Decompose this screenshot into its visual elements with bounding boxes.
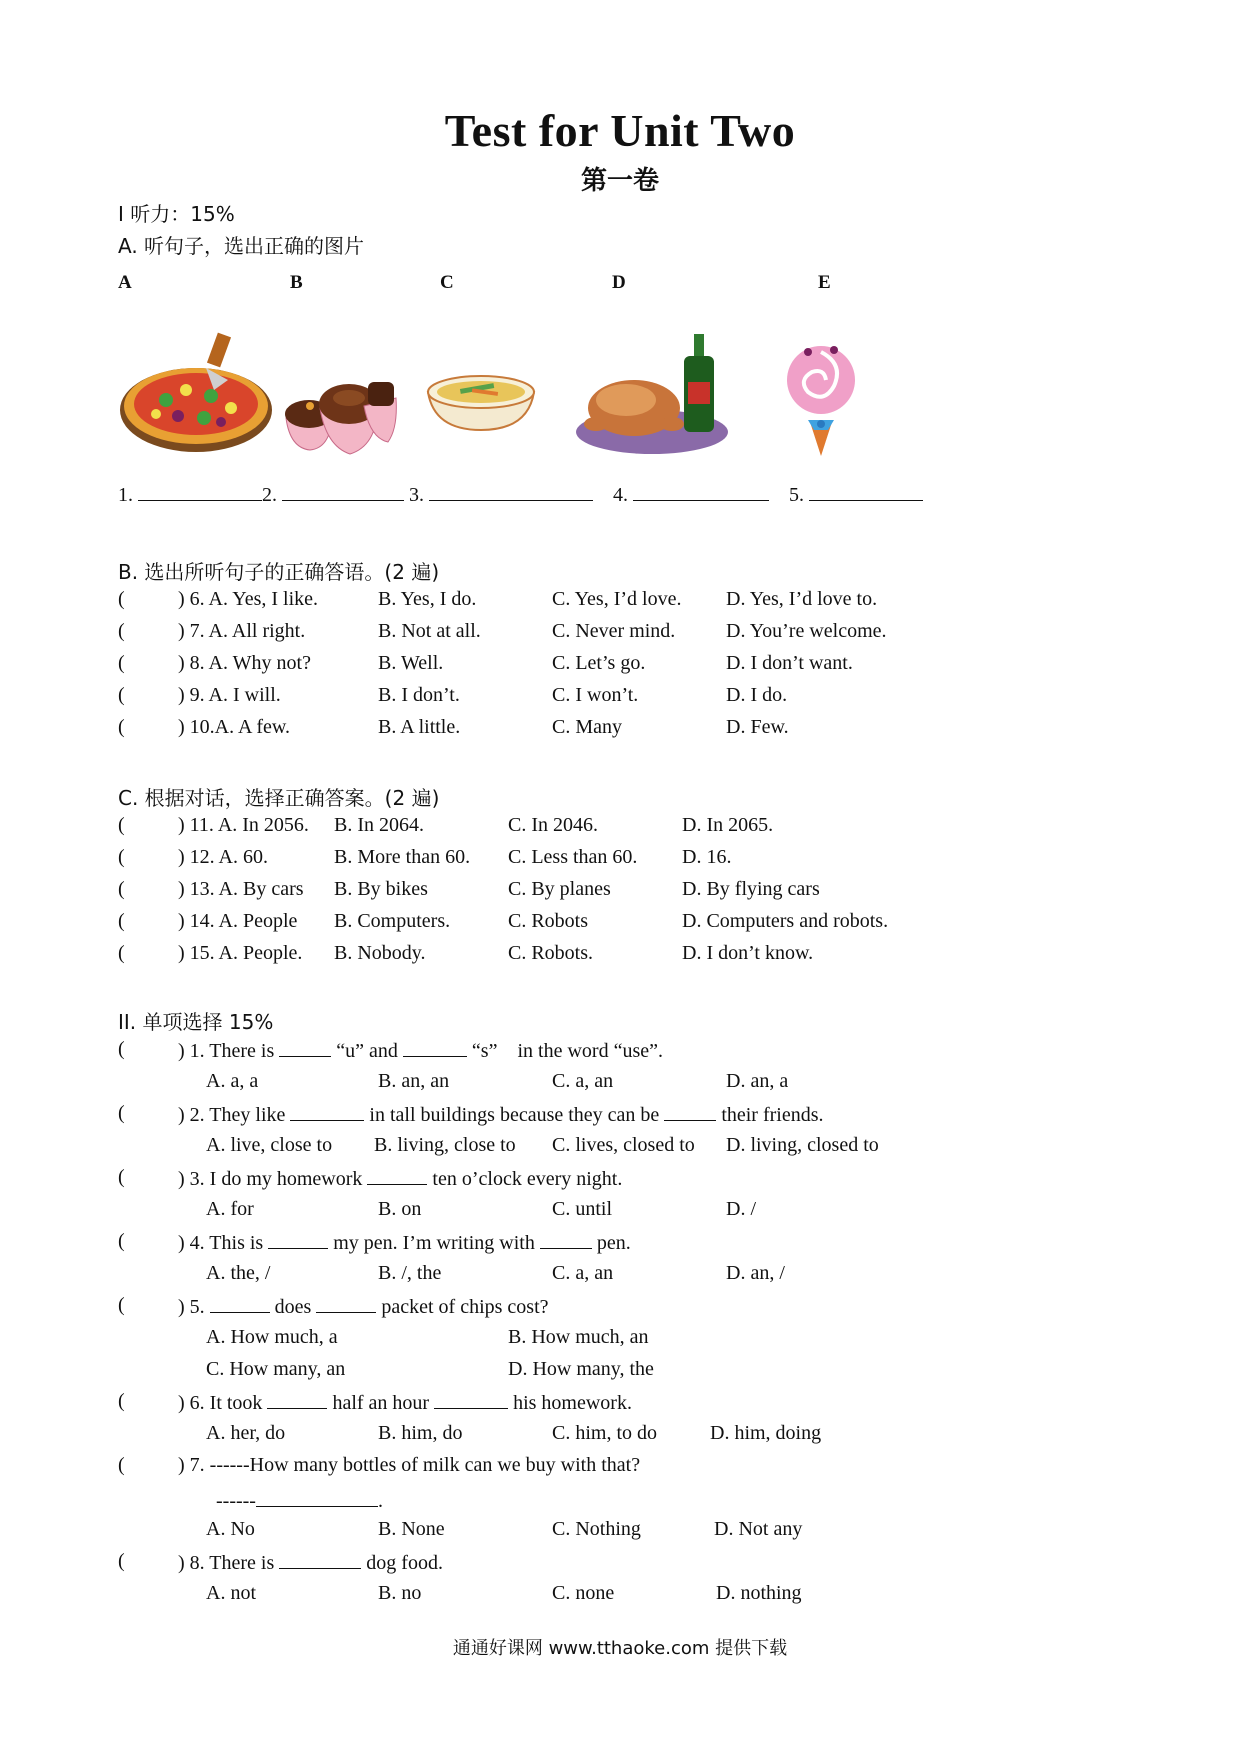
mc-option-c: C. lives, closed to [552,1134,695,1156]
mc-option-d: D. / [726,1198,756,1220]
question-option-d: D. Yes, I’d love to. [726,588,878,610]
soup-bowl-image [424,370,538,432]
question-text: their friends. [721,1104,824,1126]
answer-bracket[interactable]: ( [118,1230,125,1252]
question-text: does [274,1296,312,1318]
page-subtitle: 第一卷 [580,166,659,196]
question-option-b: B. Yes, I do. [378,588,477,610]
answer-2-blank[interactable] [282,482,404,501]
page-footer: 通通好课网 www.tthaoke.com 提供下载 [452,1638,788,1659]
answer-2-label: 2. [262,484,277,506]
picture-letter-e: E [818,272,831,293]
mc-option-c: C. him, to do [552,1422,658,1444]
answer-bracket[interactable]: ( [118,716,125,738]
question-option-a: ) 9. A. I will. [178,684,281,706]
question-text: “u” and [336,1040,398,1062]
question-option-a: ) 13. A. By cars [178,878,304,900]
question-text: . [377,1490,383,1512]
question-option-d: D. You’re welcome. [726,620,887,642]
question-text: in the word “use”. [517,1040,663,1062]
question-option-a: ) 14. A. People [178,910,298,932]
question-option-a: ) 10.A. A few. [178,716,291,738]
question-option-c: C. Less than 60. [508,846,638,868]
question-option-a: ) 7. A. All right. [178,620,306,642]
question-option-c: C. Let’s go. [552,652,646,674]
fill-blank[interactable] [279,1550,361,1569]
question-text: my pen. I’m writing with [333,1232,535,1254]
question-option-a: ) 12. A. 60. [178,846,268,868]
question-option-d: D. By flying cars [682,878,820,900]
answer-bracket[interactable]: ( [118,1166,125,1188]
question-option-d: D. Computers and robots. [682,910,889,932]
fill-blank[interactable] [434,1390,508,1409]
fill-blank[interactable] [290,1102,364,1121]
question-option-b: B. I don’t. [378,684,460,706]
question-text: ) 8. There is [178,1552,275,1574]
question-text: ) 1. There is [178,1040,275,1062]
picture-letter-b: B [290,272,303,293]
sectionC-heading: C. 根据对话，选择正确答案。(2 遍) [118,786,440,810]
question-option-c: C. Many [552,716,622,738]
chocolates-image [280,368,400,458]
mc-option-b: B. on [378,1198,422,1220]
question-option-a: ) 11. A. In 2056. [178,814,309,836]
question-option-b: B. A little. [378,716,461,738]
mc-option-c: C. a, an [552,1262,614,1284]
sectionA-answer-line [118,482,923,507]
mc-option-b: B. How much, an [508,1326,649,1348]
answer-bracket[interactable]: ( [118,910,125,932]
question-option-b: B. Nobody. [334,942,426,964]
answer-4-blank[interactable] [633,482,769,501]
answer-1-label: 1. [118,484,133,506]
answer-bracket[interactable]: ( [118,1454,125,1476]
answer-3-label: 3. [409,484,424,506]
answer-bracket[interactable]: ( [118,1102,125,1124]
question-text: in tall buildings because they can be [369,1104,660,1126]
answer-bracket[interactable]: ( [118,620,125,642]
mc-option-b: B. None [378,1518,445,1540]
question-option-b: B. More than 60. [334,846,471,868]
answer-4-label: 4. [613,484,628,506]
question-option-d: D. In 2065. [682,814,774,836]
picture-letter-d: D [612,272,626,293]
mc-option-a: A. the, / [206,1262,271,1284]
answer-bracket[interactable]: ( [118,846,125,868]
mc-option-b: B. an, an [378,1070,450,1092]
answer-bracket[interactable]: ( [118,1550,125,1572]
sectionB-heading: B. 选出所听句子的正确答语。(2 遍) [118,560,440,584]
question-option-c: C. By planes [508,878,611,900]
picture-letter-c: C [440,272,454,293]
mc-option-d: D. Not any [714,1518,803,1540]
question-text: ) 4. This is [178,1232,264,1254]
mc-question-8 [178,1550,443,1575]
question-text: ) 5. [178,1296,205,1318]
mc-option-a: A. live, close to [206,1134,333,1156]
answer-1-blank[interactable] [138,482,262,501]
question-option-b: B. Well. [378,652,444,674]
question-text: his homework. [513,1392,632,1414]
answer-5-label: 5. [789,484,804,506]
mc-option-a: A. for [206,1198,254,1220]
mc-option-d: D. him, doing [710,1422,822,1444]
page-title: Test for Unit Two [444,105,796,156]
question-option-d: D. Few. [726,716,789,738]
question-text: ) 6. It took [178,1392,263,1414]
mc-option-b: B. living, close to [374,1134,516,1156]
mc-option-c: C. How many, an [206,1358,346,1380]
answer-bracket[interactable]: ( [118,814,125,836]
question-option-d: D. 16. [682,846,732,868]
mc-option-d: D. an, a [726,1070,789,1092]
picture-letter-a: A [118,272,132,293]
fill-blank[interactable] [316,1294,376,1313]
mc-question-7: ) 7. ------How many bottles of milk can we buy with that? [178,1454,641,1476]
answer-3-blank[interactable] [429,482,593,501]
fill-blank[interactable] [268,1230,328,1249]
question-option-c: C. I won’t. [552,684,639,706]
question-option-c: C. Yes, I’d love. [552,588,682,610]
pizza-image [116,330,276,460]
mc-question-3 [178,1166,622,1191]
part2-heading: II. 单项选择 15% [118,1010,274,1034]
answer-bracket[interactable]: ( [118,1038,125,1060]
answer-bracket[interactable]: ( [118,878,125,900]
question-option-a: ) 8. A. Why not? [178,652,311,674]
question-text: ) 3. I do my homework [178,1168,363,1190]
mc-question-6 [178,1390,632,1415]
question-option-d: D. I do. [726,684,788,706]
question-option-a: ) 15. A. People. [178,942,303,964]
question-option-c: C. In 2046. [508,814,598,836]
part1-heading: I 听力：15% [118,202,235,226]
mc-question-2 [178,1102,824,1127]
roast-chicken-and-wine-image [574,332,734,458]
mc-question-4 [178,1230,631,1255]
fill-blank[interactable] [540,1230,592,1249]
sectionA-heading: A. 听句子，选出正确的图片 [118,234,365,258]
mc-question-1 [178,1038,663,1063]
mc-option-b: B. /, the [378,1262,442,1284]
question-text: ------ [216,1490,256,1512]
mc-option-c: C. Nothing [552,1518,641,1540]
mc-option-c: C. none [552,1582,615,1604]
lollipop-image [786,338,856,460]
answer-bracket[interactable]: ( [118,942,125,964]
fill-blank[interactable] [367,1166,427,1185]
mc-option-a: A. not [206,1582,256,1604]
question-text: pen. [596,1232,631,1254]
mc-option-b: B. him, do [378,1422,463,1444]
mc-question-5 [178,1294,549,1319]
mc-option-c: C. until [552,1198,613,1220]
question-text: ) 2. They like [178,1104,286,1126]
mc-option-a: A. a, a [206,1070,259,1092]
answer-bracket[interactable]: ( [118,588,125,610]
mc-option-d: D. an, / [726,1262,785,1284]
question-text: dog food. [366,1552,443,1574]
question-option-b: B. Computers. [334,910,451,932]
mc-option-a: A. No [206,1518,255,1540]
question-option-d: D. I don’t know. [682,942,814,964]
mc-option-d: D. How many, the [508,1358,654,1380]
question-option-b: B. Not at all. [378,620,481,642]
fill-blank[interactable] [256,1488,378,1507]
mc-option-c: C. a, an [552,1070,614,1092]
question-text: half an hour [332,1392,430,1414]
question-text: “s” [471,1040,498,1062]
mc-option-b: B. no [378,1582,422,1604]
fill-blank[interactable] [210,1294,270,1313]
mc-option-d: D. nothing [716,1582,802,1604]
question-option-c: C. Robots. [508,942,594,964]
answer-bracket[interactable]: ( [118,684,125,706]
mc-question-7-response [216,1488,383,1513]
question-option-a: ) 6. A. Yes, I like. [178,588,319,610]
question-option-d: D. I don’t want. [726,652,853,674]
question-text: ten o’clock every night. [432,1168,623,1190]
question-option-b: B. In 2064. [334,814,424,836]
answer-bracket[interactable]: ( [118,1390,125,1412]
answer-bracket[interactable]: ( [118,1294,125,1316]
mc-option-d: D. living, closed to [726,1134,879,1156]
question-option-b: B. By bikes [334,878,428,900]
mc-option-a: A. her, do [206,1422,286,1444]
mc-option-a: A. How much, a [206,1326,338,1348]
fill-blank[interactable] [664,1102,716,1121]
fill-blank[interactable] [279,1038,331,1057]
fill-blank[interactable] [403,1038,467,1057]
question-text: packet of chips cost? [381,1296,549,1318]
question-option-c: C. Robots [508,910,589,932]
fill-blank[interactable] [267,1390,327,1409]
answer-bracket[interactable]: ( [118,652,125,674]
question-option-c: C. Never mind. [552,620,676,642]
answer-5-blank[interactable] [809,482,923,501]
